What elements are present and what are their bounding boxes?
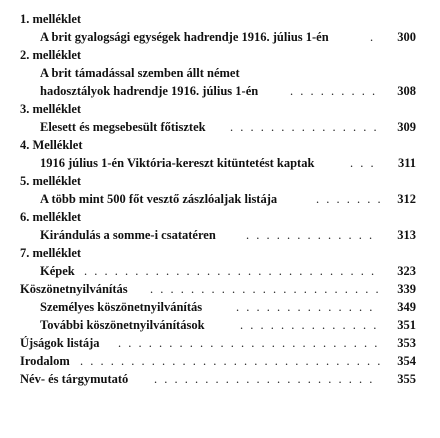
toc-entry-title: Név- és tárgymutató xyxy=(20,372,129,386)
toc-entry[interactable] xyxy=(0,118,440,136)
dot-leader xyxy=(350,154,380,172)
toc-entry[interactable] xyxy=(0,316,440,334)
toc-heading-title: 2. melléklet xyxy=(20,48,82,62)
toc-entry-page: 351 xyxy=(394,316,416,334)
toc-entry[interactable] xyxy=(0,82,440,100)
toc-heading xyxy=(0,100,440,118)
dot-leader xyxy=(154,370,380,388)
toc-entry-page: 309 xyxy=(394,118,416,136)
toc-entry[interactable] xyxy=(0,334,440,352)
toc-entry[interactable] xyxy=(0,352,440,370)
toc-entry-page: 323 xyxy=(394,262,416,280)
dot-leader xyxy=(316,190,380,208)
toc-entry[interactable] xyxy=(0,154,440,172)
toc-heading xyxy=(0,244,440,262)
toc-entry-title: 1916 július 1-én Viktória-kereszt kitüntetést kaptak xyxy=(40,156,315,170)
dot-leader xyxy=(370,28,380,46)
dot-leader xyxy=(150,280,380,298)
toc-heading-title: 5. melléklet xyxy=(20,174,82,188)
toc-heading-title: 7. melléklet xyxy=(20,246,82,260)
toc-heading xyxy=(0,172,440,190)
toc-entry-title: Kirándulás a somme-i csatatéren xyxy=(40,228,216,242)
toc-entry[interactable] xyxy=(0,262,440,280)
toc-entry-title: Köszönetnyilvánítás xyxy=(20,282,128,296)
toc-entry-page: 339 xyxy=(394,280,416,298)
dot-leader xyxy=(290,82,380,100)
toc-heading-title: 1. melléklet xyxy=(20,12,82,26)
toc-entry[interactable] xyxy=(0,280,440,298)
toc-entry-title: Elesett és megsebesült főtisztek xyxy=(40,120,206,134)
dot-leader xyxy=(240,316,380,334)
toc-entry-page: 300 xyxy=(394,28,416,46)
toc-entry-page: 349 xyxy=(394,298,416,316)
toc-heading xyxy=(0,46,440,64)
dot-leader xyxy=(118,334,380,352)
toc-entry-page: 354 xyxy=(394,352,416,370)
toc-heading xyxy=(0,208,440,226)
toc-entry[interactable] xyxy=(0,298,440,316)
toc-entry[interactable] xyxy=(0,28,440,46)
toc-entry[interactable] xyxy=(0,226,440,244)
toc-entry-title: Újságok listája xyxy=(20,336,100,350)
toc-entry[interactable] xyxy=(0,370,440,388)
dot-leader xyxy=(80,352,380,370)
toc-heading-title: 6. melléklet xyxy=(20,210,82,224)
dot-leader xyxy=(230,118,380,136)
toc-entry-page: 355 xyxy=(394,370,416,388)
toc-entry-title: hadosztályok hadrendje 1916. július 1-én xyxy=(40,84,259,98)
toc-heading xyxy=(0,10,440,28)
toc-entry-title: Képek xyxy=(40,264,75,278)
toc-entry-title: További köszönetnyilvánítások xyxy=(40,318,205,332)
toc-entry-title: A brit támadással szemben állt német xyxy=(40,66,240,80)
toc-entry[interactable] xyxy=(0,190,440,208)
dot-leader xyxy=(246,226,380,244)
toc-entry-page: 311 xyxy=(395,154,416,172)
dot-leader xyxy=(236,298,380,316)
toc-entry-page: 308 xyxy=(394,82,416,100)
toc-entry-page: 313 xyxy=(394,226,416,244)
toc-heading xyxy=(0,136,440,154)
toc-entry-page: 353 xyxy=(394,334,416,352)
toc-entry-title: Irodalom xyxy=(20,354,70,368)
toc-entry-page: 312 xyxy=(394,190,416,208)
dot-leader xyxy=(84,262,380,280)
toc-entry-title: Személyes köszönetnyilvánítás xyxy=(40,300,203,314)
toc-entry-line xyxy=(0,64,440,82)
toc-heading-title: 4. Melléklet xyxy=(20,138,83,152)
toc-entry-title: A brit gyalogsági egységek hadrendje 1916. július 1-én xyxy=(40,30,329,44)
toc-entry-title: A több mint 500 főt vesztő zászlóaljak listája xyxy=(40,192,278,206)
toc-heading-title: 3. melléklet xyxy=(20,102,82,116)
